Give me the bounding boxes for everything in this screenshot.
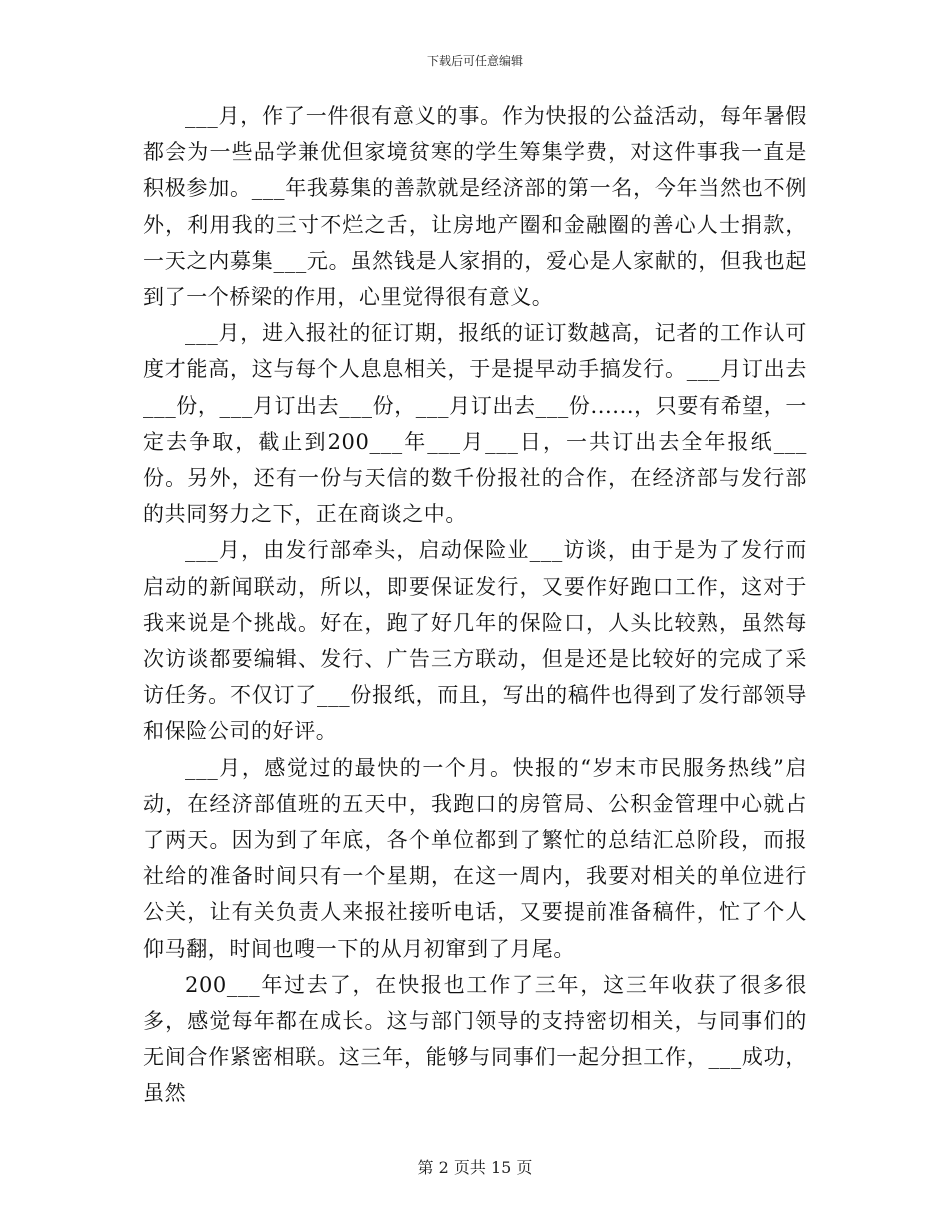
paragraph-5: 200___年过去了，在快报也工作了三年，这三年收获了很多很多，感觉每年都在成长。这与部门领导的支持密切相关，与同事们的无间合作紧密相联。这三年，能够与同事们一起分担工作，___成功，虽然 [143, 972, 807, 1106]
document-body [143, 98, 807, 1112]
paragraph-3: ___月，由发行部牵头，启动保险业___访谈，由于是为了发行而启动的新闻联动，所以，即要保证发行，又要作好跑口工作，这对于我来说是个挑战。好在，跑了好几年的保险口，人头比较熟，虽然每次访谈都要编辑、发行、广告三方联动，但是还是比较好的完成了采访任务。不仅订了___份报纸，而且，写出的稿件也得到了发行部领导和保险公司的好评。 [143, 538, 807, 744]
page-header: 下载后可任意编辑 [426, 54, 523, 68]
paragraph-4: ___月，感觉过的最快的一个月。快报的“岁末市民服务热线”启动，在经济部值班的五天中，我跑口的房管局、公积金管理中心就占了两天。因为到了年底，各个单位都到了繁忙的总结汇总阶段，而报社给的准备时间只有一个星期，在这一周内，我要对相关的单位进行公关，让有关负责人来报社接听电话，又要提前准备稿件，忙了个人仰马翻，时间也嗖一下的从月初窜到了月尾。 [143, 755, 807, 961]
paragraph-2: ___月，进入报社的征订期，报纸的证订数越高，记者的工作认可度才能高，这与每个人息息相关，于是提早动手搞发行。___月订出去___份，___月订出去___份，___月订出去___份......，只要有希望，一定去争取，截止到200___年___月___日，一共订出去全年报纸___份。另外，还有一份与天信的数千份报社的合作，在经济部与发行部的共同努力之下，正在商谈之中。 [143, 321, 807, 527]
paragraph-1: ___月，作了一件很有意义的事。作为快报的公益活动，每年暑假都会为一些品学兼优但家境贫寒的学生筹集学费，对这件事我一直是积极参加。___年我募集的善款就是经济部的第一名，今年当然也不例外，利用我的三寸不烂之舌，让房地产圈和金融圈的善心人士捐款，一天之内募集___元。虽然钱是人家捐的，爱心是人家献的，但我也起到了一个桥梁的作用，心里觉得很有意义。 [143, 104, 807, 310]
page-footer: 第 2 页共 15 页 [417, 1158, 533, 1177]
